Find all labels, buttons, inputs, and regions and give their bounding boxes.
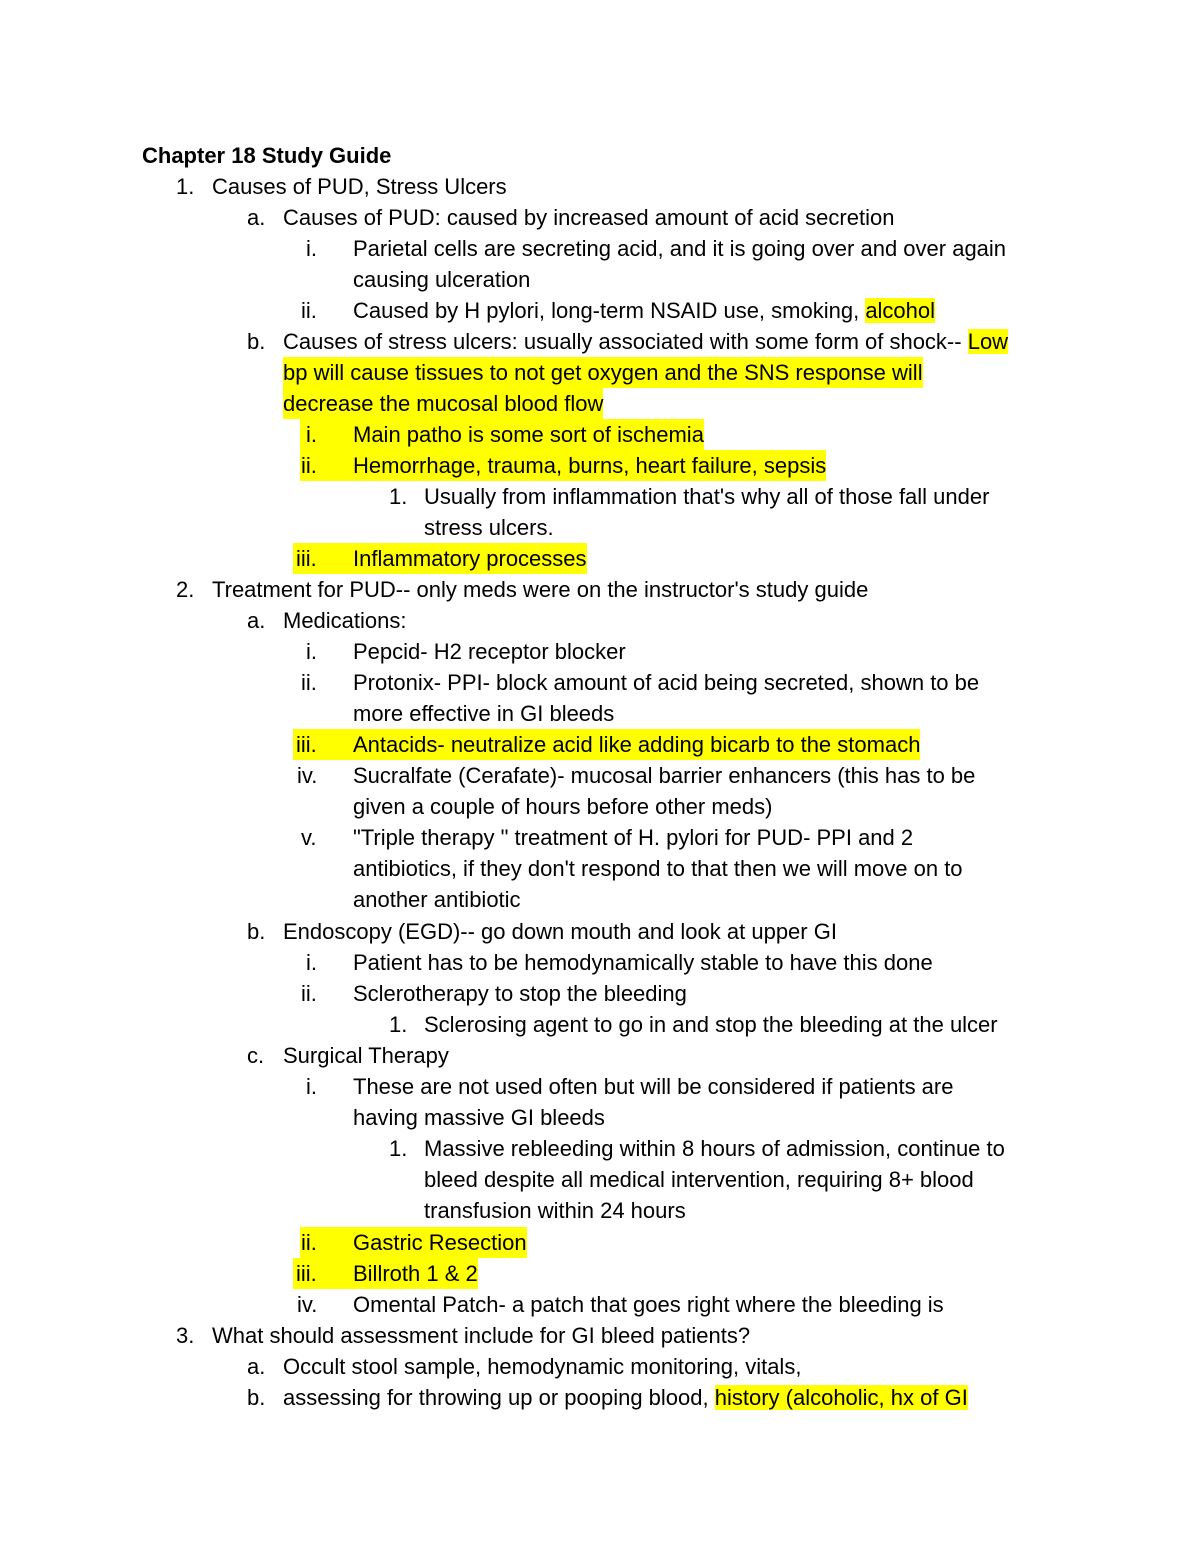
list-roman-iii-highlight: iii.: [293, 543, 353, 574]
s2-c-text: Surgical Therapy: [283, 1043, 449, 1068]
s2-b-ii-1-text: Sclerosing agent to go in and stop the bleeding at the ulcer: [424, 1012, 998, 1037]
s2-c-i-1-line2: bleed despite all medical intervention, requiring 8+ blood: [424, 1167, 974, 1192]
section-1-heading: Causes of PUD, Stress Ulcers: [212, 174, 507, 199]
list-roman-iv: iv.: [297, 1292, 318, 1317]
s1-b-ii-1-line2: stress ulcers.: [424, 515, 554, 540]
s2-a-iv-line1: Sucralfate (Cerafate)- mucosal barrier enhancers (this has to be: [353, 763, 976, 788]
s1-b-iii-text: Inflammatory processes: [353, 543, 587, 574]
list-letter-b: b.: [247, 1385, 266, 1410]
list-letter-a: a.: [247, 205, 266, 230]
list-roman-i: i.: [306, 1074, 317, 1099]
s1-a-text: Causes of PUD: caused by increased amount of acid secretion: [283, 205, 895, 230]
list-roman-ii-highlight: ii.: [300, 450, 353, 481]
section-3-heading: What should assessment include for GI bleed patients?: [212, 1323, 751, 1348]
s1-b-highlight-3: decrease the mucosal blood flow: [283, 388, 603, 419]
list-letter-b: b.: [247, 329, 266, 354]
s1-b-ii-text: Hemorrhage, trauma, burns, heart failure, sepsis: [353, 450, 826, 481]
s3-b-highlight: history (alcoholic, hx of GI: [714, 1385, 968, 1410]
s2-b-text: Endoscopy (EGD)-- go down mouth and look at upper GI: [283, 919, 837, 944]
s1-a-i-line2: causing ulceration: [353, 267, 531, 292]
list-number-1-nested: 1.: [389, 1136, 408, 1161]
list-roman-i: i.: [306, 236, 317, 261]
s2-a-ii-line1: Protonix- PPI- block amount of acid being secreted, shown to be: [353, 670, 980, 695]
section-2-heading: Treatment for PUD-- only meds were on the instructor's study guide: [212, 577, 869, 602]
list-number-3: 3.: [176, 1323, 195, 1348]
list-roman-ii: ii.: [301, 981, 317, 1006]
s1-a-ii-text: [353, 295, 935, 326]
list-number-2: 2.: [176, 577, 195, 602]
s1-b-highlight-2: bp will cause tissues to not get oxygen and the SNS response will: [283, 357, 923, 388]
list-letter-b: b.: [247, 919, 266, 944]
s2-a-v-line1: "Triple therapy " treatment of H. pylori for PUD- PPI and 2: [353, 825, 914, 850]
s2-a-v-line2: antibiotics, if they don't respond to that then we will move on to: [353, 856, 963, 881]
s2-c-i-line2: having massive GI bleeds: [353, 1105, 605, 1130]
list-roman-iv: iv.: [297, 763, 318, 788]
s2-a-text: Medications:: [283, 608, 407, 633]
list-number-1-nested: 1.: [389, 1012, 408, 1037]
s2-b-ii-text: Sclerotherapy to stop the bleeding: [353, 981, 687, 1006]
s2-c-i-1-line3: transfusion within 24 hours: [424, 1198, 686, 1223]
list-letter-c: c.: [247, 1043, 265, 1068]
list-roman-iii-highlight: iii.: [293, 1258, 353, 1289]
s1-b-line1: [283, 326, 1008, 357]
s3-b-text: [283, 1382, 968, 1413]
s2-c-iv-text: Omental Patch- a patch that goes right where the bleeding is: [353, 1292, 944, 1317]
s2-a-ii-line2: more effective in GI bleeds: [353, 701, 615, 726]
s2-c-ii-text: Gastric Resection: [353, 1227, 527, 1258]
list-roman-i: i.: [306, 639, 317, 664]
s1-a-ii-plain: Caused by H pylori, long-term NSAID use, smoking,: [353, 298, 866, 323]
s1-b-plain: Causes of stress ulcers: usually associated with some form of shock--: [283, 329, 968, 354]
list-number-1-nested: 1.: [389, 484, 408, 509]
s1-b-highlight-1: Low: [967, 329, 1009, 354]
s2-a-iii-text: Antacids- neutralize acid like adding bicarb to the stomach: [353, 729, 920, 760]
s2-a-i-text: Pepcid- H2 receptor blocker: [353, 639, 626, 664]
list-roman-i-highlight: i.: [300, 419, 353, 450]
s2-c-iii-text: Billroth 1 & 2: [353, 1258, 478, 1289]
s1-a-i-line1: Parietal cells are secreting acid, and it is going over and over again: [353, 236, 1007, 261]
list-roman-ii-highlight: ii.: [300, 1227, 353, 1258]
s2-c-i-line1: These are not used often but will be considered if patients are: [353, 1074, 954, 1099]
list-roman-ii: ii.: [301, 670, 317, 695]
s2-a-iv-line2: given a couple of hours before other meds): [353, 794, 773, 819]
s1-a-ii-highlight: alcohol: [865, 298, 936, 323]
list-roman-v: v.: [301, 825, 317, 850]
s1-b-i-text: Main patho is some sort of ischemia: [353, 419, 704, 450]
s2-c-i-1-line1: Massive rebleeding within 8 hours of admission, continue to: [424, 1136, 1005, 1161]
s3-b-plain: assessing for throwing up or pooping blood,: [283, 1385, 715, 1410]
list-roman-iii-highlight: iii.: [293, 729, 353, 760]
s2-b-i-text: Patient has to be hemodynamically stable to have this done: [353, 950, 933, 975]
list-letter-a: a.: [247, 1354, 266, 1379]
s1-b-ii-1-line1: Usually from inflammation that's why all of those fall under: [424, 484, 990, 509]
list-roman-i: i.: [306, 950, 317, 975]
page-title: Chapter 18 Study Guide: [142, 143, 392, 168]
s3-a-text: Occult stool sample, hemodynamic monitoring, vitals,: [283, 1354, 802, 1379]
s2-a-v-line3: another antibiotic: [353, 887, 521, 912]
list-letter-a: a.: [247, 608, 266, 633]
list-roman-ii: ii.: [301, 298, 317, 323]
list-number-1: 1.: [176, 174, 195, 199]
